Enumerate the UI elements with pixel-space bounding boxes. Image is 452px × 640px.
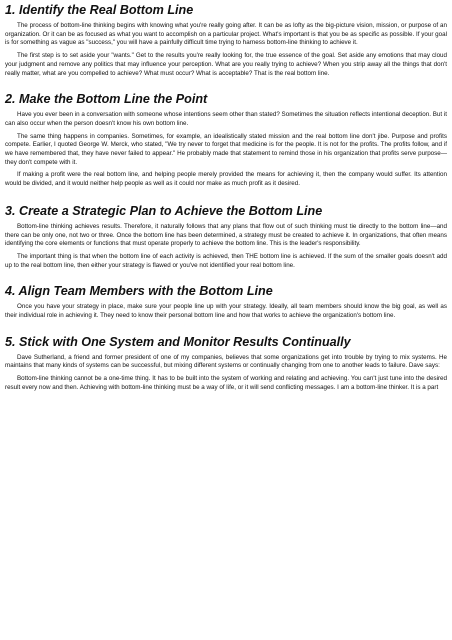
paragraph: The same thing happens in companies. Sometimes, for example, an idealistically stated mission and the real bottom line don't jibe. Purpose and profits compete. Earlier, I quoted George W. Merck, who stated, "We try never to forget that medicine is for the people. It is not for the profits. The profits follow, and if we have remembered that, they have never failed to appear." He probably made that statement to remind those in his organization that profits serve purpose—they don't compete with it. xyxy=(5,132,447,166)
paragraph: Bottom-line thinking cannot be a one-time thing. It has to be built into the system of working and relating and achieving. You can't just tune into the desired result every now and then. Achieving with bottom-line thinking must be a way of life, or it will send conflicting messages. I am a bottom-line thinker. It is a part xyxy=(5,375,447,391)
section-heading: 3. Create a Strategic Plan to Achieve the Bottom Line xyxy=(5,203,323,218)
section-heading: 1. Identify the Real Bottom Line xyxy=(5,3,194,17)
paragraph: If making a profit were the real bottom line, and helping people merely provided the means for achieving it, then the company would suffer. Its attention would be divided, and it would neither help people as well as it could nor make as much profit as it desired. xyxy=(5,171,447,188)
section-heading: 2. Make the Bottom Line the Point xyxy=(5,92,208,107)
paragraph: The first step is to set aside your "wants." Get to the results you're really looking for, the true essence of the goal. Set aside any emotions that may cloud your judgment and remove any politics that may influence your perception. What are you really trying to achieve? When you strip away all the things that don't really matter, what are you compelled to achieve? What must occur? What is acceptable? That is the real bottom line. xyxy=(5,52,447,77)
paragraph: Bottom-line thinking achieves results. Therefore, it naturally follows that any plans that flow out of such thinking must tie directly to the bottom line—and there can be only one, not two or three. Once the bottom line has been determined, a strategy must be created to achieve it. In organizations, that often means identifying the core elements or functions that must operate properly to achieve the bottom line. This is the leader's responsibility. xyxy=(5,222,447,248)
paragraph: The important thing is that when the bottom line of each activity is achieved, then THE bottom line is achieved. If the sum of the smaller goals doesn't add up to the real bottom line, then either your strategy is flawed or you've not identified your real bottom line. xyxy=(5,252,447,269)
paragraph: Once you have your strategy in place, make sure your people line up with your strategy. Ideally, all team members should know the big goal, as well as their individual role in achieving it. They need to know their personal bottom line and how that works to achieve the organization's bottom line. xyxy=(5,303,447,320)
section-align-team-members xyxy=(5,284,447,320)
section-heading: 5. Stick with One System and Monitor Results Continually xyxy=(5,334,351,349)
paragraph: The process of bottom-line thinking begins with knowing what you're really going after. It can be as lofty as the big-picture vision, mission, or purpose of an organization. Or it can be as focused as what you want to accomplish on a particular project. What's important is that you be as specific as possible. If your goal is for something as vague as "success," you will have a painfully difficult time trying to harness bottom-line thinking to achieve it. xyxy=(5,22,447,47)
section-identify-bottom-line xyxy=(5,3,447,78)
section-one-system xyxy=(5,335,447,393)
section-make-bottom-line-point xyxy=(5,92,447,189)
paragraph: Dave Sutherland, a friend and former president of one of my companies, believes that some organizations get into trouble by trying to mix systems. He maintains that many kinds of systems can be successful, but mixing different systems or continually changing from one to another leads to failure. Dave says: xyxy=(5,353,447,370)
paragraph: Have you ever been in a conversation with someone whose intentions seem other than stated? Sometimes the situation reflects intentional deception. But it can also occur when the person doesn't know his own bottom line. xyxy=(5,111,447,127)
section-heading: 4. Align Team Members with the Bottom Line xyxy=(5,284,273,299)
section-strategic-plan xyxy=(5,204,447,271)
